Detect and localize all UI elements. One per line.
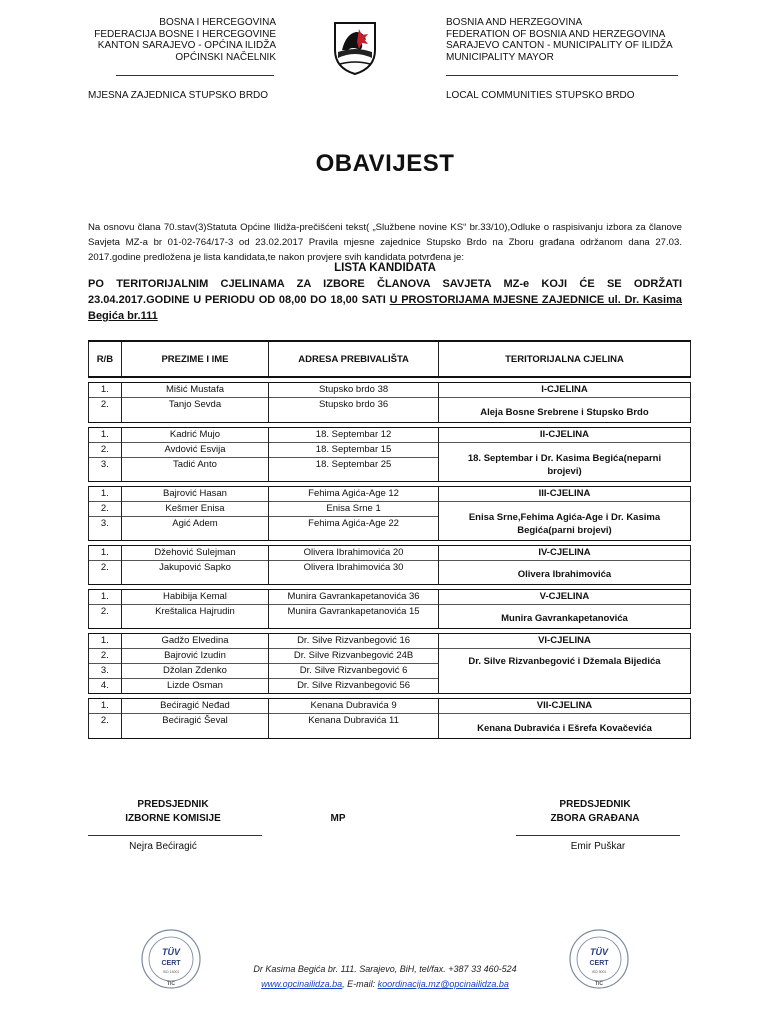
badge-brand: TÜV — [162, 947, 180, 957]
candidate-address: Dr. Silve Rizvanbegović 6 — [269, 664, 438, 679]
header-left-sub: MJESNA ZAJEDNICA STUPSKO BRDO — [88, 90, 269, 101]
signature-right-name: Emir Puškar — [570, 841, 626, 852]
stamp-label: MP — [330, 813, 346, 824]
territory-desc: Olivera Ibrahimovića — [517, 569, 612, 580]
email-link[interactable]: koordinacija.mz@opcinailidza.ba — [377, 979, 509, 989]
badge-iso: ISO 9001 — [591, 970, 607, 974]
candidate-address: Stupsko brdo 38 — [269, 383, 438, 398]
candidate-address: Munira Gavrankapetanovića 36 — [269, 590, 438, 605]
signature-left-title: PREDSJEDNIK — [137, 799, 209, 810]
candidate-address: Dr. Silve Rizvanbegović 24B — [269, 649, 438, 664]
candidate-name: Avdović Esvija — [122, 443, 268, 458]
rb-value: 2. — [89, 502, 121, 517]
signature-left-name: Nejra Bećiragić — [129, 841, 197, 852]
municipality-crest-icon — [332, 20, 378, 76]
rb-value: 1. — [89, 428, 121, 443]
territory-cell — [438, 634, 690, 694]
candidate-address: Stupsko brdo 36 — [318, 399, 389, 410]
candidate-name: Džehović Sulejman — [122, 546, 268, 561]
candidate-name: Gadžo Elvedina — [122, 634, 268, 649]
table-group — [89, 383, 691, 423]
candidate-name: Jakupović Sapko — [159, 562, 231, 573]
rb-cell — [89, 487, 122, 541]
badge-tic: TIC — [594, 981, 604, 987]
header-right — [446, 17, 686, 63]
table-group — [89, 590, 691, 629]
table-group — [89, 487, 691, 541]
candidate-address: Munira Gavrankapetanovića 15 — [287, 606, 420, 617]
name-cell — [121, 487, 268, 541]
table-group — [89, 428, 691, 482]
table-group — [89, 699, 691, 739]
territory-title: IV-CJELINA — [439, 546, 690, 561]
rb-value: 1. — [89, 590, 121, 605]
lista-title: LISTA KANDIDATA — [334, 262, 436, 274]
candidate-name: Bajrović Izudin — [122, 649, 268, 664]
footer — [0, 962, 770, 992]
address-cell — [269, 634, 439, 694]
rb-value: 1. — [89, 487, 121, 502]
candidate-address: Kenana Dubravića 9 — [269, 699, 438, 714]
header-left-line: OPĆINSKI NAČELNIK — [175, 51, 276, 63]
candidate-name: Kreštalica Hajrudin — [155, 606, 235, 617]
email-label: , E-mail: — [342, 979, 378, 989]
name-cell — [121, 590, 268, 629]
signature-right-title: PREDSJEDNIK — [559, 799, 631, 810]
candidate-name: Lizde Osman — [166, 680, 223, 691]
header-right-line: SARAJEVO CANTON - MUNICIPALITY OF ILIDŽA — [446, 40, 673, 51]
address-cell — [269, 428, 439, 482]
rb-value: 1. — [89, 699, 121, 714]
badge-tic: TIC — [166, 981, 176, 987]
name-cell — [121, 546, 268, 585]
announcement-location: U PROSTORIJAMA MJESNE ZAJEDNICE ul. Dr. Kasima Begića br.111 — [88, 294, 683, 322]
candidate-name: Habibija Kemal — [122, 590, 268, 605]
name-cell — [121, 383, 268, 423]
territory-cell — [438, 590, 690, 629]
header-right-line: MUNICIPALITY MAYOR — [446, 51, 554, 63]
header-left-rule — [116, 75, 274, 76]
header-left — [80, 17, 276, 63]
badge-cert: CERT — [589, 960, 609, 967]
rb-value: 4. — [100, 680, 109, 691]
address-cell — [269, 487, 439, 541]
header-right-rule — [446, 75, 678, 76]
name-cell — [121, 428, 268, 482]
badge-iso: ISO 14001 — [162, 970, 180, 974]
signature-left — [88, 798, 258, 826]
candidate-name: Bajrović Hasan — [122, 487, 268, 502]
candidate-address: Dr. Silve Rizvanbegović 16 — [269, 634, 438, 649]
territory-desc: Enisa Srne,Fehima Agića-Age i Dr. Kasima Begića(parni brojevi) — [468, 512, 661, 536]
address-cell — [269, 546, 439, 585]
header-left-line: BOSNA I HERCEGOVINA — [159, 17, 276, 28]
territory-desc: Munira Gavrankapetanovića — [501, 613, 628, 624]
announcement — [88, 276, 682, 324]
table-header-row — [89, 341, 691, 377]
website-link[interactable]: www.opcinailidza.ba — [261, 979, 343, 989]
candidate-address: 18. Septembar 25 — [315, 459, 392, 470]
territory-desc: Kenana Dubravića i Ešrefa Kovačevića — [477, 723, 652, 734]
rb-value: 2. — [89, 649, 121, 664]
candidate-table — [88, 340, 691, 739]
intro-paragraph: Na osnovu člana 70.stav(3)Statuta Općine Ilidža-prečišćeni tekst( „Službene novine KS“ br.33/10),Odluke o raspisivanju izbora za članove Savjeta MZ-a br 01-02-764/17-3 od 23.02.2017 Pravila mjesne zajednice Stupsko Brdo na Zboru građana održanom dana 27.03. 2017.godine predložena je lista kandidata,te nakon provjere svih kandidata potvrđena je: — [88, 222, 682, 263]
candidate-address: Olivera Ibrahimovića 20 — [269, 546, 438, 561]
signature-right-title: ZBORA GRAĐANA — [550, 813, 640, 824]
rb-value: 2. — [89, 443, 121, 458]
candidate-address: 18. Septembar 15 — [269, 443, 438, 458]
candidate-name: Bećiragić Neđad — [122, 699, 268, 714]
name-cell — [121, 634, 268, 694]
rb-value: 2. — [100, 606, 109, 617]
rb-cell — [89, 428, 122, 482]
header-right-sub: LOCAL COMMUNITIES STUPSKO BRDO — [446, 90, 635, 101]
rb-value: 3. — [100, 459, 109, 470]
territory-cell — [438, 487, 690, 541]
signature-left-title: IZBORNE KOMISIJE — [125, 813, 221, 824]
header-left-line: KANTON SARAJEVO - OPĆINA ILIDŽA — [97, 40, 276, 51]
signature-right-line — [516, 835, 680, 836]
territory-cell — [438, 383, 690, 423]
footer-contacts — [0, 977, 770, 992]
footer-address: Dr Kasima Begića br. 111. Sarajevo, BiH, tel/fax. +387 33 460-524 — [253, 964, 517, 974]
header-name: PREZIME I IME — [121, 341, 268, 377]
territory-desc: 18. Septembar i Dr. Kasima Begića(neparni brojevi) — [467, 453, 662, 477]
candidate-address: Fehima Agića-Age 12 — [269, 487, 438, 502]
territory-title: II-CJELINA — [439, 428, 690, 443]
candidate-name: Kešmer Enisa — [122, 502, 268, 517]
territory-title: VII-CJELINA — [439, 699, 690, 714]
header-right-line: FEDERATION OF BOSNIA AND HERZEGOVINA — [446, 28, 666, 40]
rb-cell — [89, 383, 122, 423]
page-title: OBAVIJEST — [315, 150, 455, 177]
badge-cert: CERT — [161, 960, 181, 967]
territory-cell — [438, 546, 690, 585]
header-address: ADRESA PREBIVALIŠTA — [269, 341, 439, 377]
territory-cell — [438, 699, 690, 739]
badge-brand: TÜV — [590, 947, 608, 957]
territory-desc: Aleja Bosne Srebrene i Stupsko Brdo — [480, 407, 649, 418]
candidate-name: Tanjo Sevda — [168, 399, 222, 410]
territory-title: III-CJELINA — [439, 487, 690, 502]
candidate-name: Mišić Mustafa — [122, 383, 268, 398]
table-group — [89, 546, 691, 585]
name-cell — [121, 699, 268, 739]
candidate-address: Dr. Silve Rizvanbegović 56 — [297, 680, 411, 691]
signature-right — [510, 798, 680, 826]
rb-cell — [89, 590, 122, 629]
candidate-address: Fehima Agića-Age 22 — [308, 518, 399, 529]
candidate-address: Olivera Ibrahimovića 30 — [303, 562, 404, 573]
rb-cell — [89, 546, 122, 585]
header-left-line: FEDERACIJA BOSNE I HERCEGOVINE — [94, 28, 276, 40]
table-group — [89, 634, 691, 694]
territory-title: VI-CJELINA — [439, 634, 690, 649]
candidate-name: Kadrić Mujo — [122, 428, 268, 443]
candidate-address: Enisa Srne 1 — [269, 502, 438, 517]
candidate-address: Kenana Dubravića 11 — [308, 715, 399, 726]
candidate-name: Bećiragić Ševal — [162, 715, 228, 726]
rb-value: 2. — [100, 562, 109, 573]
rb-value: 3. — [100, 518, 109, 529]
territory-title: V-CJELINA — [439, 590, 690, 605]
address-cell — [269, 590, 439, 629]
rb-value: 1. — [89, 546, 121, 561]
candidate-address: 18. Septembar 12 — [269, 428, 438, 443]
candidate-name: Agić Adem — [172, 518, 218, 529]
candidate-name: Tadić Anto — [173, 459, 217, 470]
territory-cell — [438, 428, 690, 482]
header-right-line: BOSNIA AND HERZEGOVINA — [446, 17, 583, 28]
signature-left-line — [88, 835, 262, 836]
rb-value: 1. — [89, 383, 121, 398]
territory-desc: Dr. Silve Rizvanbegović i Džemala Bijedića — [468, 656, 661, 667]
rb-value: 2. — [100, 715, 109, 726]
rb-cell — [89, 634, 122, 694]
candidate-name: Džolan Zdenko — [122, 664, 268, 679]
address-cell — [269, 383, 439, 423]
announcement-text: PO TERITORIJALNIM CJELINAMA ZA IZBORE ČLANOVA SAVJETA MZ-e KOJI ĆE SE ODRŽATI 23.04.2017.GODINE U PERIODU OD 08,00 DO 18,00 SATI — [88, 278, 682, 306]
address-cell — [269, 699, 439, 739]
rb-value: 3. — [89, 664, 121, 679]
rb-cell — [89, 699, 122, 739]
territory-title: I-CJELINA — [439, 383, 690, 398]
rb-value: 1. — [89, 634, 121, 649]
rb-value: 2. — [100, 399, 109, 410]
header-territory: TERITORIJALNA CJELINA — [438, 341, 690, 377]
header-rb: R/B — [89, 341, 122, 377]
